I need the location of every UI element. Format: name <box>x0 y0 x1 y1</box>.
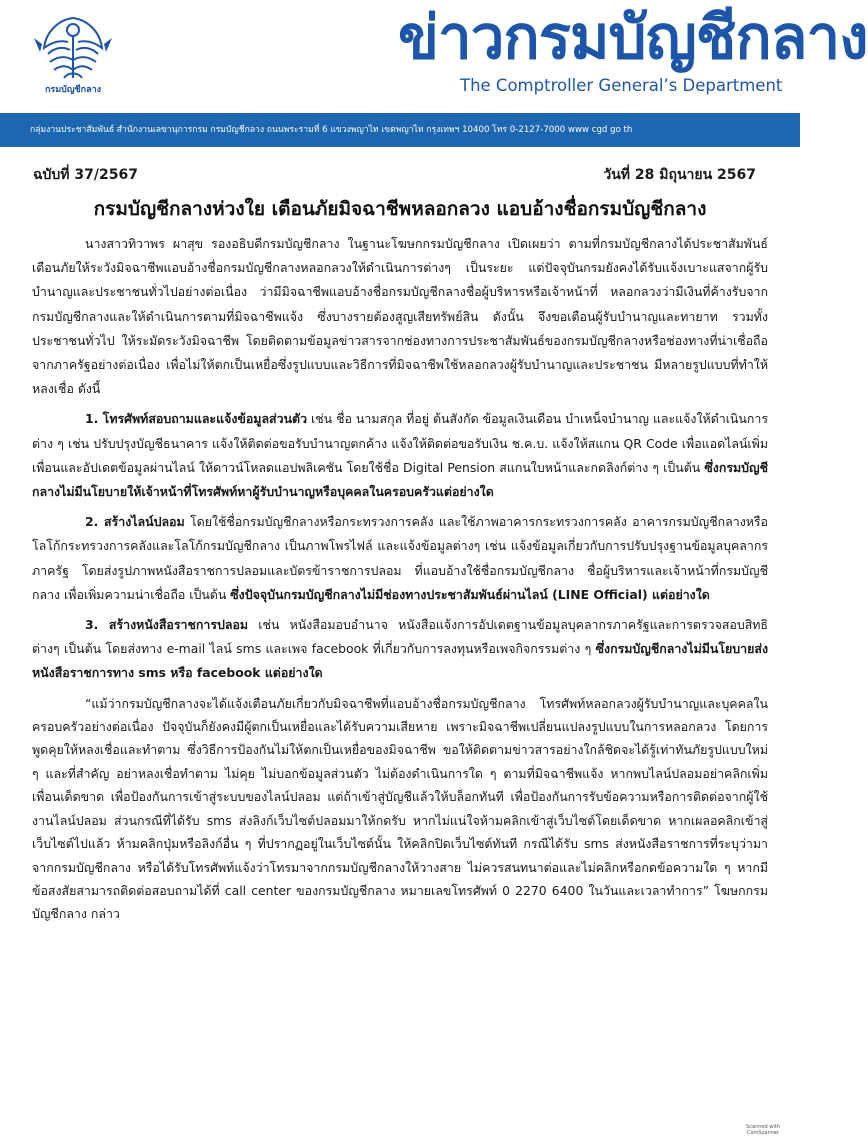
address-bar <box>0 113 800 147</box>
press-release-header <box>0 0 868 135</box>
item-1-paragraph <box>32 407 768 504</box>
item-3-paragraph <box>32 613 768 686</box>
intro-paragraph: นางสาวทิวาพร ผาสุข รองอธิบดีกรมบัญชีกลาง ในฐานะโฆษกกรมบัญชีกลาง เปิดเผยว่า ตามที่กรมบัญชีกลางได้ประชาสัมพันธ์เตือนภัยให้ระวังมิจฉาชีพแอบอ้างชื่อกรมบัญชีกลางหลอกลวงให้ดำเนินการต่างๆ เป็นระยะ แต่ปัจจุบันกรมยังคงได้รับแจ้งเบาะแสจากผู้รับบำนาญและประชาชนทั่วไปอย่างต่อเนื่อง ว่ามีมิจฉาชีพแอบอ้างชื่อกรมบัญชีกลางชื่อผู้บริหารหรือเจ้าหน้าที่ หลอกลวงว่ามีเงินที่ค้างรับจากกรมบัญชีกลางและให้ดำเนินการตามที่มิจฉาชีพแจ้ง ซึ่งบางรายต้องสูญเสียทรัพย์สิน ดังนั้น จึงขอเตือนผู้รับบำนาญและทายาท รวมทั้งประชาชนทั่วไป ให้ระมัดระวังมิจฉาชีพ โดยติดตามข้อมูลข่าวสารจากช่องทางการประชาสัมพันธ์ของกรมบัญชีกลางหรือช่องทางที่น่าเชื่อถือจากภาครัฐอย่างต่อเนื่อง เพื่อไม่ให้ตกเป็นเหยื่อซึ่งรูปแบบและวิธีการที่มิจฉาชีพใช้หลอกลวงผู้รับบำนาญและประชาชน มีหลายรูปแบบที่ทำให้หลงเชื่อ ดังนี้ <box>32 236 768 397</box>
item-2-paragraph <box>32 510 768 607</box>
quote-paragraph: “แม้ว่ากรมบัญชีกลางจะได้แจ้งเตือนภัยเกี่ยวกับมิจฉาชีพที่แอบอ้างชื่อกรมบัญชีกลาง โทรศัพท์หลอกลวงผู้รับบำนาญและบุคคลในครอบครัวอย่างต่อเนื่อง ปัจจุบันก็ยังคงมีผู้ตกเป็นเหยื่อและได้รับความเสียหาย เพราะมิจฉาชีพเปลี่ยนแปลงรูปแบบในการหลอกลวง โดยการพูดคุยให้หลงเชื่อและทำตาม ซึ่งวิธีการป้องกันไม่ให้ตกเป็นเหยื่อของมิจฉาชีพ ขอให้ติดตามข่าวสารอย่างใกล้ชิดจะได้รู้เท่าทันภัยรูปแบบใหม่ ๆ และที่สำคัญ อย่าหลงเชื่อทำตาม ไม่คุย ไม่บอกข้อมูลส่วนตัว ไม่ต้องดำเนินการใด ๆ ตามที่มิจฉาชีพแจ้ง หากพบไลน์ปลอมอย่าคลิกเพิ่มเพื่อนเด็ดขาด เพื่อป้องกันการเข้าสู่ระบบของไลน์ปลอม แต่ถ้าเข้าสู่บัญชีแล้วให้บล็อกทันที เพื่อป้องกันการรับข้อความหรือการติดต่อจากผู้ใช้งานไลน์ปลอม ส่วนกรณีที่ได้รับ sms ส่งลิงก์เว็บไซต์ปลอมมาให้กดรับ หากไม่แน่ใจห้ามคลิกเข้าสู่เว็บไซต์โดยเด็ดขาด หากเผลอคลิกเข้าสู่เว็บไซต์ไปแล้ว ห้ามคลิกปุ่มหรือลิงก์อื่น ๆ ที่ปรากฏอยู่ในเว็บไซต์นั้น ให้คลิกปิดเว็บไซต์ทันที กรณีได้รับ sms ส่งหนังสือราชการที่ระบุว่ามาจากกรมบัญชีกลาง หรือได้รับโทรศัพท์แจ้งว่าโทรมาจากกรมบัญชีกลางให้วางสาย ไม่ควรสนทนาต่อและไม่คลิกหรือกดข้อความใด ๆ หากมีข้อสงสัยสามารถติดต่อสอบถามได้ที่ call center ของกรมบัญชีกลาง หมายเลขโทรศัพท์ 0 2270 6400 ในวันและเวลาทำการ” โฆษกกรมบัญชีกลาง กล่าว <box>32 695 768 922</box>
item-3-tail: ซึ่งกรมบัญชีกลางไม่มีนโยบายส่งหนังสือราชการทาง sms หรือ facebook แต่อย่างใด <box>32 641 768 681</box>
item-2-lead: 2. สร้างไลน์ปลอม <box>85 514 185 530</box>
address-text: กลุ่มงานประชาสัมพันธ์ สำนักงานเลขานุการกรม กรมบัญชีกลาง ถนนพระรามที่ 6 แขวงพญาไท เขตพญาไท กรุงเทพฯ 10400 โทร 0-2127-7000 www cgd go th <box>30 125 633 135</box>
brand-subtitle: The Comptroller General’s Department <box>460 76 783 95</box>
scanner-stamp: Scanned with CamScanner <box>746 1124 780 1136</box>
logo-caption: กรมบัญชีกลาง <box>44 85 102 95</box>
item-1-lead: 1. โทรศัพท์สอบถามและแจ้งข้อมูลส่วนตัว <box>85 411 308 427</box>
item-1-tail: ซึ่งกรมบัญชีกลางไม่มีนโยบายให้เจ้าหน้าที่โทรศัพท์หาผู้รับบำนาญหรือบุคคลในครอบครัวแต่อย่างใด <box>32 459 768 500</box>
headline: กรมบัญชีกลางห่วงใย เตือนภัยมิจฉาชีพหลอกลวง แอบอ้างชื่อกรมบัญชีกลาง <box>93 198 707 220</box>
item-2-body: โดยใช้ชื่อกรมบัญชีกลางหรือกระทรวงการคลัง และใช้ภาพอาคารกระทรวงการคลัง อาคารกรมบัญชีกลางหรือโลโก้กระทรวงการคลังและโลโก้กรมบัญชีกลาง เป็นภาพโพรไฟล์ และแจ้งข้อมูลต่างๆ เช่น แจ้งข้อมูลเกี่ยวกับการปรับปรุงฐานข้อมูลบุคลากรภาครัฐ โดยส่งรูปภาพหนังสือราชการปลอมและบัตรข้าราชการปลอม ที่แอบอ้างใช้ชื่อกรมบัญชีกลาง ชื่อผู้บริหารและเจ้าหน้าที่กรมบัญชีกลาง เพื่อเพิ่มความน่าเชื่อถือ เป็นต้น <box>32 514 769 602</box>
item-3-lead: 3. สร้างหนังสือราชการปลอม <box>85 617 249 633</box>
item-3-body: เช่น หนังสือมอบอำนาจ หนังสือแจ้งการอัปเดตฐานข้อมูลบุคลากรภาครัฐและการตรวจสอบสิทธิต่างๆ เป็นต้น โดยส่งทาง e-mail ไลน์ sms และเพจ facebook ที่เกี่ยวกับการลงทุนหรือเพจกิจกรรมต่าง ๆ <box>32 617 768 657</box>
article-body <box>32 232 768 932</box>
issue-number: ฉบับที่ 37/2567 <box>33 167 138 183</box>
brand-title: ข่าวกรมบัญชีกลาง <box>398 3 868 73</box>
issue-date: วันที่ 28 มิถุนายน 2567 <box>603 167 756 183</box>
item-2-tail: ซึ่งปัจจุบันกรมบัญชีกลางไม่มีช่องทางประชาสัมพันธ์ผ่านไลน์ (LINE Official) แต่อย่างใด <box>230 586 710 602</box>
item-1-body: เช่น ชื่อ นามสกุล ที่อยู่ ต้นสังกัด ข้อมูลเงินเดือน บำเหน็จบำนาญ และแจ้งให้ดำเนินการต่าง ๆ เช่น ปรับปรุงบัญชีธนาคาร แจ้งให้ติดต่อขอรับบำนาญตกค้าง แจ้งให้ติดต่อขอรับเงิน ช.ค.บ. แจ้งให้สแกน QR Code เพื่อแอดไลน์เพิ่มเพื่อนและอัปเดตข้อมูลผ่านไลน์ ให้ดาวน์โหลดแอปพลิเคชัน โดยใช้ชื่อ Digital Pension สแกนใบหน้าและกดลิงก์ต่าง ๆ เป็นต้น <box>32 411 768 475</box>
